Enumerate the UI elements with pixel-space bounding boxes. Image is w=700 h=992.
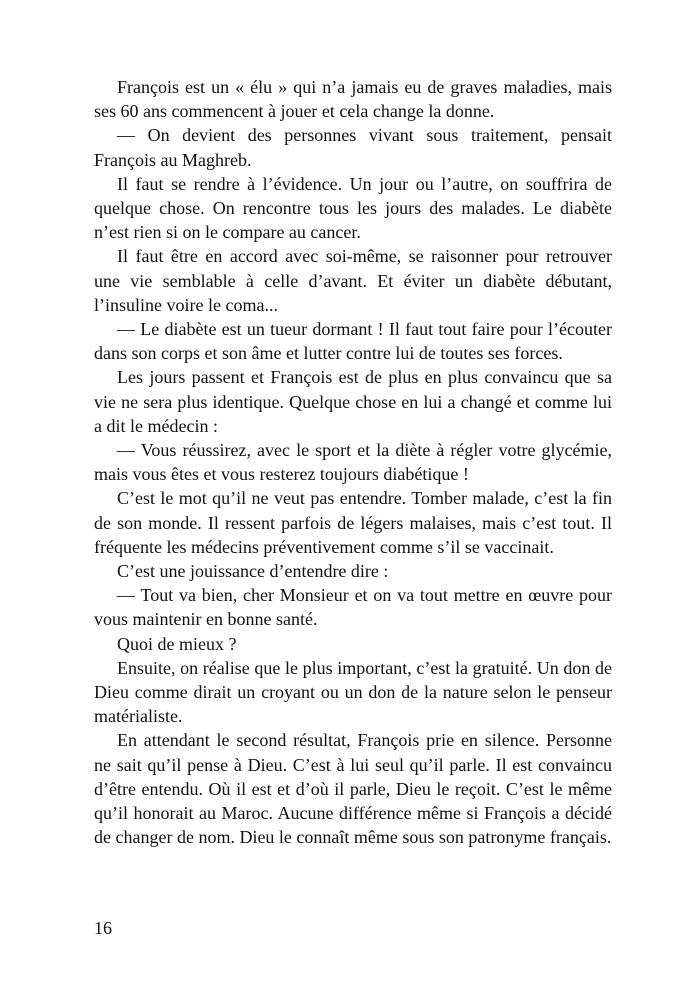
paragraph: Ensuite, on réalise que le plus important, c’est la gratuité. Un don de Dieu comme dirait un croyant ou un don de la nature selon le penseur matérialiste.: [94, 657, 612, 727]
paragraph: Les jours passent et François est de plus en plus convaincu que sa vie ne sera plus identique. Quelque chose en lui a changé et comme lui a dit le médecin :: [94, 367, 612, 436]
body-text: [94, 75, 612, 850]
paragraph: — Tout va bien, cher Monsieur et on va tout mettre en œuvre pour vous maintenir en bonne santé.: [94, 585, 612, 630]
paragraph: Il faut se rendre à l’évidence. Un jour ou l’autre, on souffrira de quelque chose. On rencontre tous les jours des malades. Le diabète n’est rien si on le compare au cancer.: [94, 173, 612, 243]
paragraph: François est un « élu » qui n’a jamais eu de graves maladies, mais ses 60 ans commencent à jouer et cela change la donne.: [94, 77, 612, 122]
paragraph: Quoi de mieux ?: [117, 633, 237, 654]
paragraph: C’est une jouissance d’entendre dire :: [117, 561, 389, 582]
page-number: 16: [94, 918, 112, 938]
paragraph: — On devient des personnes vivant sous traitement, pensait François au Maghreb.: [94, 125, 612, 170]
paragraph: — Le diabète est un tueur dormant ! Il faut tout faire pour l’écouter dans son corps et son âme et lutter contre lui de toutes ses forces.: [94, 319, 612, 364]
paragraph: En attendant le second résultat, François prie en silence. Personne ne sait qu’il pense à Dieu. C’est à lui seul qu’il parle. Il est convaincu d’être entendu. Où il est et d’où il parle, Dieu le reçoit. C’est le même qu’il honorait au Maroc. Aucune différence même si François a décidé de changer de nom. Dieu le connaît même sous son patronyme français.: [94, 730, 612, 848]
paragraph: Il faut être en accord avec soi-même, se raisonner pour retrouver une vie semblable à celle d’avant. Et éviter un diabète débutant, l’insuline voire le coma...: [94, 246, 612, 315]
paragraph: C’est le mot qu’il ne veut pas entendre. Tomber malade, c’est la fin de son monde. Il ressent parfois de légers malaises, mais c’est tout. Il fréquente les médecins préventivement comme s’il se vaccinait.: [94, 488, 612, 557]
paragraph: — Vous réussirez, avec le sport et la diète à régler votre glycémie, mais vous êtes et vous resterez toujours diabétique !: [94, 440, 612, 485]
